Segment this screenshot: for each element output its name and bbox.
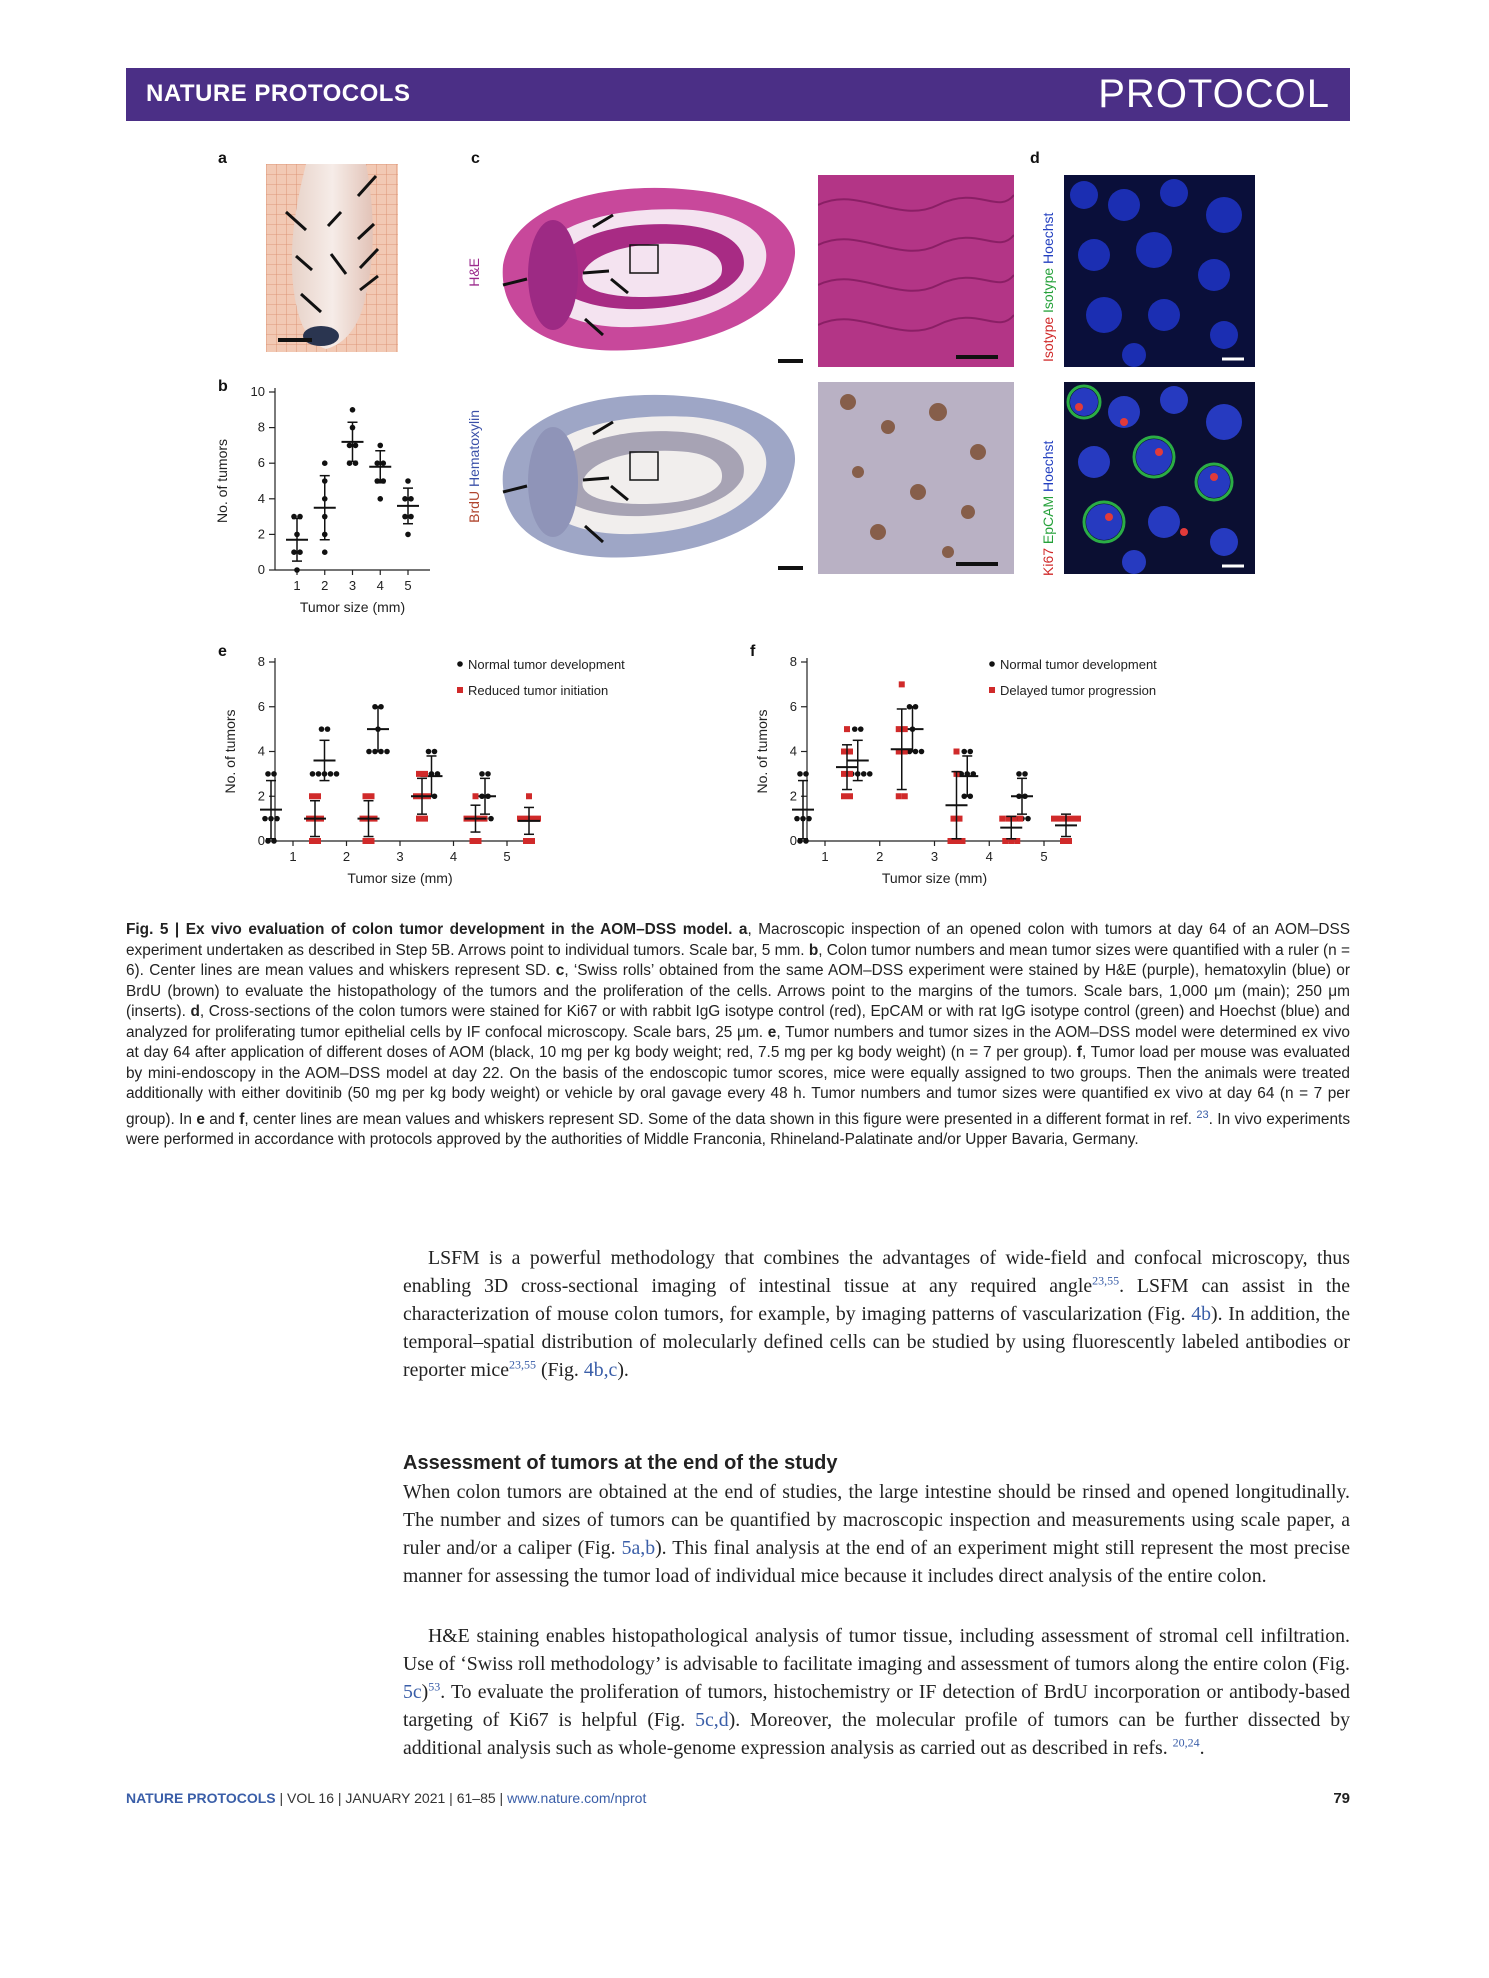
- chart-b: [205, 380, 445, 630]
- y-tick-label: 6: [789, 698, 797, 714]
- caption-text-d: , Cross-sections of the colon tumors were stained for Ki67 or with rabbit IgG isotype control (red), EpCAM or with rat IgG isotype control (green) and Hoechst (blue) and analyzed for proliferating tumor epithelial cells by IF confocal microscopy. Scale bars, 25 μm.: [126, 1003, 1350, 1041]
- footer-volume: VOL 16: [287, 1790, 334, 1806]
- data-point: [529, 838, 535, 844]
- data-point: [1069, 816, 1075, 822]
- panel-letter-f: f: [750, 643, 756, 660]
- caption-text-e: , Tumor numbers and tumor sizes in the AOM–DSS model were determined ex vivo at day 64 after application of different doses of AOM (black, 10 mg per kg body weight; red, 7.5 mg per kg body weight) (n = 7 per group).: [126, 1023, 1350, 1061]
- legend-label: Reduced tumor initiation: [468, 683, 609, 698]
- data-point: [841, 771, 847, 777]
- caption-text-a: , Macroscopic inspection of an opened colon with tumors at day 64 of an AOM–DSS experiment undertaken as described in Step 5B. Arrows point to individual tumors. Scale bar, 5 mm.: [126, 921, 1350, 959]
- hematoxylin-label: Hematoxylin: [466, 410, 482, 488]
- y-tick-label: 8: [257, 419, 265, 435]
- y-tick-label: 0: [257, 833, 265, 848]
- caption-b: b: [808, 941, 819, 959]
- data-point: [328, 771, 334, 777]
- footer-sep: |: [495, 1790, 508, 1806]
- data-point: [794, 816, 800, 822]
- data-point: [274, 816, 280, 822]
- y-tick-label: 0: [257, 562, 265, 577]
- y-tick-label: 2: [257, 788, 265, 804]
- fig-link[interactable]: 4b,c: [583, 1359, 618, 1381]
- data-point: [896, 726, 902, 732]
- data-point: [470, 838, 476, 844]
- data-point: [310, 771, 316, 777]
- data-point: [861, 771, 867, 777]
- data-point: [402, 496, 408, 502]
- p3-text-a: H&E staining enables histopathological analysis of tumor tissue, including assessment of stromal cell infiltration. Use of ‘Swiss roll methodology’ is advisable to facilitate imaging and assessment of tumors along the entire colon (Fig.: [403, 1625, 1350, 1675]
- x-tick-label: 3: [396, 849, 404, 864]
- footer-sep: |: [275, 1790, 288, 1806]
- panel-letter-a: a: [218, 150, 227, 167]
- data-point: [797, 771, 803, 777]
- panel-letter-d: d: [1030, 150, 1040, 167]
- y-tick-label: 10: [250, 384, 265, 399]
- epcam-label: EpCAM: [1040, 495, 1056, 545]
- x-axis-title: Tumor size (mm): [299, 599, 406, 615]
- data-point: [350, 407, 356, 413]
- ref-link[interactable]: 20,24: [1172, 1735, 1200, 1750]
- data-point: [319, 726, 325, 732]
- legend-marker: [457, 661, 463, 667]
- ki67-label: Ki67: [1040, 547, 1056, 576]
- x-tick-label: 3: [930, 849, 939, 864]
- data-point: [852, 726, 858, 732]
- data-point: [353, 443, 359, 449]
- fig-link[interactable]: 5c,d: [695, 1709, 729, 1731]
- data-point: [309, 793, 315, 799]
- data-point: [841, 749, 847, 755]
- section-heading: Assessment of tumors at the end of the study: [403, 1452, 838, 1474]
- data-point: [384, 749, 390, 755]
- data-point: [322, 460, 328, 466]
- y-tick-label: 6: [257, 455, 265, 471]
- isotype-channel-label: [1040, 178, 1056, 362]
- ki67-epcam-if-image: [1064, 382, 1255, 574]
- he-stain-label: H&E: [466, 258, 482, 287]
- data-point: [416, 816, 422, 822]
- page-footer: [126, 1790, 646, 1806]
- data-point: [377, 443, 383, 449]
- x-axis-title: Tumor size (mm): [347, 870, 453, 886]
- isotype-red-label: Isotype: [1040, 316, 1056, 362]
- data-point: [405, 478, 411, 484]
- data-point: [858, 726, 864, 732]
- data-point: [526, 793, 532, 799]
- x-tick-label: 1: [821, 849, 829, 864]
- legend-marker: [989, 661, 995, 667]
- p2-text-a: When colon tumors are obtained at the end of studies, the large intestine should be rinsed and opened longitudinally. The number and sizes of tumors can be quantified by macroscopic inspection and measurements using scale paper, a ruler and/or a caliper (Fig.: [403, 1481, 1350, 1559]
- x-tick-label: 2: [321, 578, 329, 593]
- data-point: [803, 771, 809, 777]
- footer-pages: 61–85: [456, 1790, 496, 1806]
- data-point: [325, 726, 331, 732]
- data-point: [957, 816, 963, 822]
- data-point: [322, 549, 328, 555]
- data-point: [426, 749, 432, 755]
- data-point: [806, 816, 812, 822]
- data-point: [841, 793, 847, 799]
- p3-text-c: . To evaluate the proliferation of tumors, histochemistry or IF detection of BrdU incorporation or antibody-based targeting of Ki67 is helpful (Fig.: [403, 1681, 1350, 1731]
- data-point: [1066, 838, 1072, 844]
- y-tick-label: 4: [257, 743, 265, 759]
- y-tick-label: 6: [257, 698, 265, 714]
- hoechst-label: Hoechst: [1040, 212, 1056, 264]
- data-point: [366, 749, 372, 755]
- data-point: [294, 567, 300, 573]
- body-paragraph-lsfm: [403, 1244, 1350, 1384]
- x-tick-label: 4: [449, 849, 458, 864]
- isotype-if-image: [1064, 175, 1255, 367]
- data-point: [334, 771, 340, 777]
- brdu-swiss-roll-image: [493, 382, 809, 574]
- isotype-green-label: Isotype: [1040, 267, 1056, 313]
- data-point: [369, 838, 375, 844]
- journal-header-bar: [126, 68, 1350, 121]
- data-point: [896, 793, 902, 799]
- body-paragraph-he: [403, 1622, 1350, 1762]
- data-point: [315, 838, 321, 844]
- data-point: [919, 749, 925, 755]
- data-point: [1016, 771, 1022, 777]
- data-point: [369, 793, 375, 799]
- y-tick-label: 8: [789, 654, 797, 669]
- ref-link[interactable]: 23,55: [509, 1357, 536, 1372]
- x-tick-label: 5: [404, 578, 412, 593]
- caption-tail: , center lines are mean values and whiskers represent SD. Some of the data shown in this figure were presented in a different format in ref.: [244, 1110, 1193, 1128]
- caption-text-b: , Colon tumor numbers and mean tumor sizes were quantified with a ruler (n = 6). Center lines are mean values and whiskers represent SD.: [126, 941, 1351, 979]
- he-swiss-roll-image: [493, 175, 809, 367]
- data-point: [954, 749, 960, 755]
- y-axis-title: No. of tumors: [754, 709, 770, 794]
- data-point: [1075, 816, 1081, 822]
- data-point: [844, 726, 850, 732]
- data-point: [297, 549, 303, 555]
- legend-label: Delayed tumor progression: [1000, 683, 1157, 698]
- data-point: [416, 771, 422, 777]
- y-tick-label: 8: [257, 654, 265, 669]
- data-point: [999, 816, 1005, 822]
- data-point: [422, 816, 428, 822]
- legend-marker: [457, 687, 463, 693]
- data-point: [265, 771, 271, 777]
- panel-letter-c: c: [471, 150, 480, 167]
- article-type: PROTOCOL: [1098, 72, 1330, 116]
- panel-letter-b: b: [218, 378, 228, 395]
- p1-text-c: ). In addition, the temporal–spatial distribution of molecularly defined cells can be studied by using fluorescently labeled antibodies or reporter mice: [403, 1303, 1350, 1381]
- caption-ef-e: e: [196, 1110, 205, 1128]
- p1-text-d: (Fig.: [540, 1359, 579, 1381]
- ref-link[interactable]: 53: [428, 1679, 441, 1694]
- colon-photo: [266, 164, 398, 352]
- legend-marker: [989, 687, 995, 693]
- caption-e: e: [767, 1023, 777, 1041]
- data-point: [899, 681, 905, 687]
- p1-text-a: LSFM is a powerful methodology that combines the advantages of wide-field and confocal microscopy, thus enabling 3D cross-sectional imaging of intestinal tissue at any required angle: [403, 1247, 1350, 1297]
- fig-link[interactable]: 4b: [1191, 1303, 1212, 1325]
- data-point: [316, 771, 322, 777]
- panel-letter-e: e: [218, 643, 227, 660]
- data-point: [271, 771, 277, 777]
- data-point: [485, 771, 491, 777]
- p2-text-b: ). This final analysis at the end of an experiment might still represent the most precise manner for assessing the tumor load of individual mice because it includes direct analysis of the entire colon.: [403, 1537, 1351, 1587]
- x-tick-label: 4: [376, 578, 384, 593]
- legend-label: Normal tumor development: [468, 657, 625, 672]
- x-tick-label: 5: [1040, 849, 1048, 864]
- data-point: [967, 749, 973, 755]
- figure-label: Fig. 5 | Ex vivo evaluation of colon tumor development in the AOM–DSS model.: [126, 921, 733, 938]
- data-point: [523, 838, 529, 844]
- x-tick-label: 3: [348, 578, 357, 593]
- fig-link[interactable]: 5c: [403, 1681, 422, 1703]
- data-point: [847, 793, 853, 799]
- y-axis-title: No. of tumors: [214, 438, 230, 524]
- data-point: [1017, 816, 1023, 822]
- data-point: [1057, 816, 1063, 822]
- caption-ref-link[interactable]: 23: [1196, 1108, 1209, 1121]
- footer-url-link[interactable]: www.nature.com/nprot: [507, 1790, 647, 1806]
- y-tick-label: 4: [789, 743, 797, 759]
- caption-tail-end: . In vivo experiments were performed in accordance with protocols approved by the authorities of Middle Franconia, Rhineland-Palatinate and/or Upper Bavaria, Germany.: [126, 1110, 1351, 1149]
- data-point: [315, 793, 321, 799]
- data-point: [902, 793, 908, 799]
- data-point: [262, 816, 268, 822]
- data-point: [473, 793, 479, 799]
- data-point: [347, 443, 353, 449]
- caption-ef-f: f: [239, 1110, 245, 1128]
- y-tick-label: 2: [789, 788, 797, 804]
- footer-sep: |: [334, 1790, 346, 1806]
- data-point: [476, 838, 482, 844]
- x-tick-label: 5: [503, 849, 511, 864]
- data-point: [1025, 816, 1031, 822]
- chart-f: [737, 645, 1257, 900]
- p3-text-d: ). Moreover, the molecular profile of tumors can be further dissected by additional analysis such as whole-genome expression analysis as carried out as described in refs.: [403, 1709, 1350, 1759]
- data-point: [374, 460, 380, 466]
- data-point: [402, 514, 408, 520]
- data-point: [432, 749, 438, 755]
- caption-a: a: [738, 921, 748, 938]
- data-point: [479, 771, 485, 777]
- caption-text-c: , ‘Swiss rolls’ obtained from the same AOM–DSS experiment were stained by H&E (purple), hematoxylin (blue) or BrdU (brown) to evaluate the histopathology of the tumors and the proliferation of the cells. Arrows point to the margins of the tumors. Scale bars, 1,000 μm (main); 250 μm (inserts).: [126, 962, 1350, 1020]
- data-point: [405, 532, 411, 538]
- chart-e: [205, 645, 725, 900]
- y-axis-title: No. of tumors: [222, 709, 238, 794]
- data-point: [951, 816, 957, 822]
- ki67-channel-label: [1040, 396, 1056, 576]
- y-tick-label: 0: [789, 833, 797, 848]
- data-point: [1022, 771, 1028, 777]
- x-tick-label: 2: [342, 849, 351, 864]
- data-point: [309, 838, 315, 844]
- data-point: [961, 749, 967, 755]
- y-tick-label: 4: [257, 490, 265, 506]
- p3-text-b: ): [421, 1681, 429, 1703]
- data-point: [422, 771, 428, 777]
- brdu-label: BrdU: [466, 490, 482, 523]
- x-tick-label: 4: [985, 849, 993, 864]
- x-tick-label: 1: [289, 849, 297, 864]
- data-point: [867, 771, 873, 777]
- caption-c: c: [555, 962, 565, 979]
- footer-sep: |: [445, 1790, 457, 1806]
- fig-link[interactable]: 5a,b: [621, 1537, 656, 1559]
- body-paragraph-assessment: [403, 1478, 1350, 1590]
- x-tick-label: 2: [876, 849, 884, 864]
- brdu-hematoxylin-label: [466, 410, 482, 523]
- legend-label: Normal tumor development: [1000, 657, 1157, 672]
- data-point: [380, 460, 386, 466]
- data-point: [902, 726, 908, 732]
- caption-f: f: [1076, 1044, 1082, 1061]
- brdu-inset-image: [818, 382, 1014, 574]
- data-point: [377, 496, 383, 502]
- caption-text-f: , Tumor load per mouse was evaluated by mini-endoscopy in the AOM–DSS model at day 22. On the basis of the endoscopic tumor scores, mice were equally assigned to two groups. Then the animals were treated additionally with either dovitinib (50 mg per kg body weight) or vehicle by oral gavage every 48 h. Tumor numbers and tumor sizes were quantified ex vivo at day 64 (n = 7 per group). In: [126, 1044, 1351, 1128]
- hoechst-label-2: Hoechst: [1040, 440, 1056, 492]
- data-point: [488, 816, 494, 822]
- data-point: [291, 549, 297, 555]
- journal-name: NATURE PROTOCOLS: [146, 80, 411, 107]
- data-point: [363, 793, 369, 799]
- data-point: [847, 749, 853, 755]
- ref-link[interactable]: 23,55: [1092, 1273, 1120, 1288]
- data-point: [363, 838, 369, 844]
- he-inset-image: [818, 175, 1014, 367]
- caption-ef-and: and: [209, 1110, 235, 1128]
- p3-text-e: .: [1199, 1737, 1205, 1759]
- p1-text-e: ).: [617, 1359, 629, 1381]
- data-point: [847, 771, 853, 777]
- y-tick-label: 2: [257, 526, 265, 542]
- data-point: [408, 514, 414, 520]
- caption-d: d: [190, 1003, 200, 1020]
- footer-journal: NATURE PROTOCOLS: [126, 1790, 276, 1806]
- p1-text-b: . LSFM can assist in the characterization of mouse colon tumors, for example, by imaging patterns of vascularization (Fig.: [403, 1275, 1350, 1325]
- x-tick-label: 1: [293, 578, 301, 593]
- page-number: 79: [1333, 1790, 1350, 1807]
- x-axis-title: Tumor size (mm): [881, 870, 988, 886]
- data-point: [408, 496, 414, 502]
- figure-caption: [126, 920, 1350, 1151]
- data-point: [1051, 816, 1057, 822]
- footer-date: JANUARY 2021: [345, 1790, 446, 1806]
- data-point: [1060, 838, 1066, 844]
